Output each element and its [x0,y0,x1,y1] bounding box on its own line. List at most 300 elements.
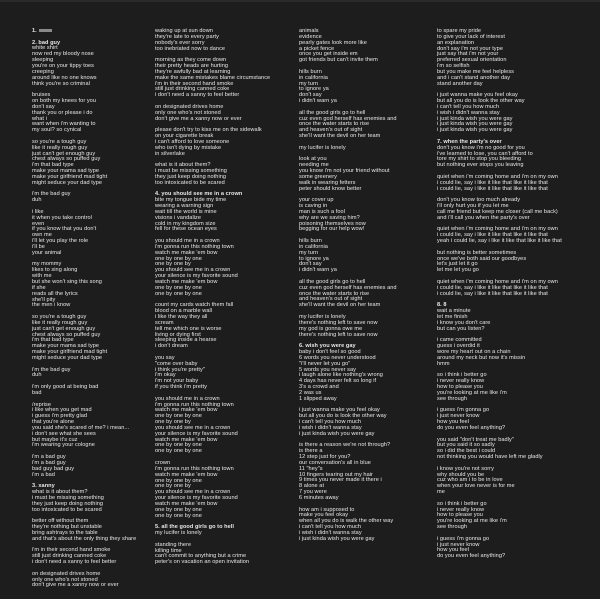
lyric-line: too inebriated now to dance [155,45,226,52]
lyric-line: who isn't dying by mistake [155,144,222,151]
stanza [32,93,136,134]
lyric-line: you say [155,354,175,361]
lyric-line: one by one by [155,419,191,426]
lyric-line: wore my heart out on a chain [437,348,511,355]
lyric-line: i think you're pretty" [155,366,205,373]
lyric-line: wait a minute [437,308,471,315]
stanza [32,572,136,590]
stanza [299,146,397,152]
lyric-line: bad guy bad guy [32,465,75,472]
lyric-line: on designated drives home [155,103,224,110]
lyric-line: i must be missing something [32,494,104,501]
lyric-line: if you know that you don't [32,226,97,233]
lyric-line: i'm the bad guy [32,191,71,198]
lyric-line: wait till the world is mine [155,208,217,215]
song-title-text: 6. wish you were gay [299,343,356,350]
lyric-line: your silence is my favorite sound [155,273,238,280]
lyric-line: don't say [299,261,322,268]
lyric-line: don't say i'm not your type [437,45,503,52]
lyric-line: see through [437,524,468,531]
lyric-line: one by one by one [155,290,202,297]
lyric-line: an explanation [437,39,475,46]
lyric-line: what is it about them? [32,489,88,496]
lyric-line: "come over baby [155,360,198,367]
lyric-line: one by one by one [155,512,202,519]
stanza [437,93,562,134]
lyric-line: i'll let you play the role [32,238,89,245]
lyric-line: i like the way they all [155,314,208,321]
lyric-line: all the good girls go to hell [299,278,366,285]
lyric-line: duh [32,197,42,204]
lyric-line: watch me make 'em bow [155,407,218,414]
lyric-line: i guess i'm gonna go [437,535,490,542]
lyric-line: and heaven's out of sight [299,127,363,134]
lyrics-column-4 [437,29,562,566]
stanza [437,537,562,560]
lyric-line: better off without them [32,518,89,525]
lyric-line: i could lie, say i like it like that like it like that [437,185,548,192]
lyric-line: let me let you go [437,267,479,274]
lyric-line: one by one by one [155,413,202,420]
lyric-line: killing time [155,547,182,554]
lyric-line: man is such a fool [299,208,345,215]
lyric-line: bring ashtrays to the table [32,529,98,536]
lyric-line: still just drinking canned coke [155,86,230,93]
lyric-line: quiet when i'm coming home and i'm on my own [437,278,558,285]
lyric-line: think you're so criminal [32,80,90,87]
lyric-line: you're looking at me like i'm [437,389,507,396]
stanza [437,438,562,461]
lyric-line: and that's about the only thing they share [32,535,137,542]
lyric-line: so you're a tough guy [32,138,87,145]
lyric-line: pearly gates look more like [299,39,367,46]
stanza [32,403,136,450]
stanza [437,251,562,274]
lyric-line: i just kinda wish you were gay [437,121,513,128]
lyric-line: to ignore ya [299,255,329,262]
lyric-line: i've learned to lose, you can't afford to [437,150,533,157]
song-title-text: 7. when the party's over [437,138,502,145]
lyric-line: i'm a bad guy [32,459,66,466]
lyric-line: i'll be [32,243,45,250]
lyric-line: don't you know too much already [437,197,521,204]
lyric-line: i must be missing something [155,168,227,175]
lyric-line: i just kinda wish you were gay [437,127,513,134]
lyric-line: and heaven's out of sight [299,296,363,303]
lyric-line: bite my tongue bide my time [155,197,227,204]
lyric-line: so you're a tough guy [32,314,87,321]
stanza [437,29,562,87]
lyric-line: i never really know [437,506,485,513]
lyric-line: cuz even god herself has enemies and [299,115,397,122]
lyric-line: your silence is my favorite sound [155,430,238,437]
stanza [299,29,397,64]
lyric-line: i'm gonna run this nothing town [155,401,234,408]
lyric-line: even [32,220,45,227]
lyric-line: chest always so puffed guy [32,156,101,163]
lyric-line: peter's on vacation an open invitation [155,559,250,566]
stanza [155,356,270,391]
lyric-line: around like no one knows [32,74,97,81]
stanza [155,461,270,519]
lyric-line: quiet when i'm coming home and i'm on my own [437,173,558,180]
lyric-line: and i'll call you when the party's over [437,214,530,221]
stanza [437,502,562,531]
lyric-line: make you feel okay [299,512,349,519]
song-block [32,484,136,513]
lyric-line: i just kinda wish you were gay [299,535,375,542]
song-title-text: 5. all the good girls go to hell [155,524,234,531]
lyric-line: so i did the best i could [437,448,496,455]
lyric-line: i'm not your baby [155,378,199,385]
lyric-line: baby i don't feel so good [299,348,361,355]
lyric-line: only one who's not stoned [32,576,98,583]
lyric-line: to spare my pride [437,28,482,34]
song-title-text: 1. [32,28,37,34]
lyric-line: 4 days has never felt so long if [299,378,377,385]
stanza [32,192,136,204]
stanza [32,262,136,309]
lyric-line: i could lie, say i like it like that like it like that [437,290,548,297]
lyric-line: sleeping [32,57,54,64]
song-block [299,344,397,402]
lyric-line: i know you don't care [437,319,491,326]
lyric-line: i didn't warn ya [299,267,337,274]
lyric-line: but you said it so sadly [437,442,495,449]
lyric-line: some greenery [299,173,337,180]
lyric-line: make your mama sad type [32,343,100,350]
lyrics-column-1 [32,29,136,595]
lyric-line: i can't afford to love someone [155,138,230,145]
lyric-line: i can't tell you how much [437,103,500,110]
lyric-line: to ignore ya [299,86,329,93]
lyric-line: reads all the lyrics [32,290,78,297]
stanza [437,408,562,431]
lyric-line: but you make me feel helpless [437,68,515,75]
stanza [437,280,562,298]
lyric-line: can't commit to anything but a crime [155,553,247,560]
lyric-line: to give your lack of interest [437,33,505,40]
lyric-line: me [437,489,445,496]
lyric-line: 5 words you never say [299,366,357,373]
lyric-line: they're late to every party [155,33,219,40]
lyric-line: you're on your tippy toes [32,63,95,70]
lyric-line: don't say [299,92,322,99]
stanza [299,408,397,437]
stanza [32,368,136,380]
lyric-line: but all you do is look the other way [299,413,387,420]
lyric-line: living or dying first [155,331,201,338]
lyric-line: crown [155,459,171,466]
lyric-line: own me [32,232,52,239]
lyric-line: how to please you [437,512,483,519]
lyric-line: i'm a bad guy [32,454,66,461]
stanza [32,315,136,362]
lyric-line: you should see me in a crown [155,489,231,496]
lyric-line: evidence [299,33,322,40]
lyric-line: i'm gonna run this nothing town [155,243,234,250]
lyric-line: 11 "hey"s [299,465,323,472]
lyric-line: don't give me a xanny now or ever [32,582,119,589]
lyric-line: how to please you [437,384,483,390]
lyric-line: too intoxicated to be scared [32,506,102,513]
lyric-line: likes to sing along [32,267,78,274]
lyric-line: 2 was us [299,389,322,396]
lyric-line: with me [32,273,52,280]
lyric-line: don't give me a xanny now or ever [155,115,242,122]
stanza [32,519,136,542]
lyric-line: scream [155,319,174,326]
lyric-line: what i [32,115,47,122]
lyric-line: i'm that bad type [32,337,74,344]
lyric-line: i guess i'm pretty glad [32,413,88,420]
lyric-line: the men i know [32,302,71,309]
lyric-line: make your mama sad type [32,168,100,175]
stanza [155,29,270,52]
lyric-line: my lucifer is lonely [299,313,346,320]
lyric-line: do you even feel anything? [437,553,506,560]
stanza [299,315,397,338]
lyric-line: bruises [32,92,51,99]
lyric-line: my lucifer is lonely [155,530,202,537]
lyric-line: i don't dream [155,343,188,350]
lyric-line: my turn [299,80,318,87]
lyric-line: one by one by one [155,255,202,262]
lyric-line: if you think i'm pretty [155,384,207,391]
lyric-line: once the water starts to rise [299,121,370,128]
lyric-line: but all you do is look the other way [437,98,525,105]
lyric-line: guess i overdid it [437,343,480,350]
lyric-line: morning as they come down [155,57,227,64]
lyric-line: count my cards watch them fall [155,302,234,309]
lyric-line: i'm only good at being bad [32,384,99,391]
lyric-line: begging for our help wow! [299,226,365,233]
lyric-line: your silence is my favorite sound [155,495,238,502]
lyric-line: might seduce your dad type [32,179,103,186]
song-block [155,525,270,537]
lyric-line: i don't need a xanny to feel better [155,92,240,99]
lyric-line: is there a reason we're not through? [299,442,391,449]
lyric-line: chest always so puffed guy [32,331,101,338]
lyric-line: blood on a marble wall [155,308,213,315]
stanza [299,198,397,233]
lyric-line: hmm [437,360,450,367]
lyric-line: i just kinda wish you were gay [299,430,375,437]
lyric-line: i'm in their second hand smoke [32,547,111,554]
lyric-line: but can you listen? [437,325,485,332]
lyric-line: i never really know [437,378,485,385]
stanza [155,239,270,297]
lyric-line: and i can't stand another day [437,74,511,81]
lyric-line: i'm that bad type [32,162,74,169]
lyric-line: make your girlfriend mad tight [32,173,108,180]
lyric-line: only one who's not stoned [155,109,221,116]
lyric-line: cold in my kingdom size [155,220,216,227]
stanza [299,70,397,105]
lyric-line: when your love never is for me [437,483,515,490]
lyric-line: your cover up [299,197,334,204]
song-title-text: 3. xanny [32,483,55,490]
lyric-line: our conversation's all in blue [299,459,371,466]
lyric-line: 12 step just for you? [299,454,351,461]
lyric-line: if she [32,284,46,291]
song-title-text: 2. bad guy [32,39,61,46]
stanza [155,543,270,566]
lyric-line: i'm the bad guy [32,366,71,373]
lyric-line: let's just let it go [437,261,478,268]
lyric-line: you said she's scared of me? i mean... [32,424,130,431]
lyric-line: don't you know i'm no good for you [437,144,525,151]
lyric-line: my mommy [32,261,62,268]
lyric-line: i just wanna make you feel okay [299,407,380,414]
lyric-line: white shirt [32,45,58,52]
lyric-line: what is it about them? [155,162,211,169]
lyric-line: i wish i didn't wanna stay [437,109,500,116]
lyric-line: i could lie, say i like it like that like it like that [437,179,548,186]
lyric-line: 10 fingers tearing out my hair [299,471,373,478]
lyric-line: i'm a bad [32,471,55,478]
lyric-line: call me friend but keep me closer (call me back) [437,208,558,215]
lyric-line: thank you or please i do [32,109,93,116]
lyric-line: poisoning themselves now [299,220,366,227]
lyric-line: make the same mistakes blame circumstance [155,74,271,81]
lyric-line: watch me make 'em bow [155,500,218,507]
lyric-line: you should see me in a crown [155,424,231,431]
lyric-line: she'll pity [32,296,56,303]
lyric-line: in silverlake [155,150,185,157]
lyric-line: watch me make 'em bow [155,436,218,443]
lyric-line: i just never know [437,541,480,548]
stanza [155,128,270,157]
lyric-line: want when i'm wanting to [32,121,96,128]
stanza [437,467,562,496]
lyric-line: you should see me in a crown [155,267,231,274]
lyric-line: i just wanna make you feel okay [437,92,518,99]
stanza [155,105,270,123]
lyric-line: their pretty heads are hurting [155,63,229,70]
lyric-line: one by one by one [155,442,202,449]
lyric-line: animals [299,28,319,34]
lyric-line: 8 alone at [299,483,325,490]
lyric-line: hills burn [299,238,322,245]
stanza [437,227,562,245]
redacted-title-bar [39,29,52,32]
lyric-line: might seduce your dad type [32,354,103,361]
lyric-line: one by one by [155,261,191,268]
lyric-line: she'll want the devil on her team [299,133,381,140]
lyric-line: 6 words you never understood [299,354,376,361]
lyric-line: on both my knees for you [32,98,97,105]
stanza [437,338,562,367]
lyric-line: once the water starts to rise [299,290,370,297]
lyric-line: but maybe it's cuz [32,436,78,443]
lyric-line: it when you take control [32,214,92,221]
lyric-line: i like when you get mad [32,407,92,414]
lyric-line: tell me which one is worse [155,325,222,332]
lyrics-column-3 [299,29,397,548]
lyric-line: like it really rough guy [32,144,88,151]
lyric-line: cuz who am i to be in love [437,477,503,484]
lyric-line: there's nothing left to save now [299,319,378,326]
lyric-line: look at you [299,156,327,163]
lyric-line: see through [437,395,468,402]
lyric-line: i like [32,208,44,215]
lyric-line: she'll want the devil on her team [299,302,381,309]
lyric-line: hills burn [299,68,322,75]
lyric-line: i'm in their second hand smoke [155,80,234,87]
lyric-line: nobody's ever sorry [155,39,205,46]
lyric-line: they're awfully bad at learning [155,68,231,75]
lyric-line: one by one by one [155,506,202,513]
lyric-line: how you feel [437,419,470,426]
lyric-line: 9 times you never made it there i [299,477,382,484]
lyric-line: got friends but can't invite them [299,57,378,64]
stanza [32,140,136,187]
stanza [155,163,270,186]
lyric-line: i just kinda wish you were gay [437,115,513,122]
stanza [155,58,270,99]
lyric-line: when all you do is walk the other way [299,518,394,525]
lyric-line: is caving in [299,203,328,210]
song-block [155,192,270,233]
lyric-line: all the good girls go to hell [299,109,366,116]
lyric-line: i could lie, say i like it like that like it like that [437,232,548,239]
lyric-line: so i think i better go [437,500,487,507]
lyric-line: standing there [155,541,192,548]
lyric-line: you should me in a crown [155,238,220,245]
lyric-line: once you get inside em [299,51,358,58]
lyric-line: but she won't sing this song [32,279,102,285]
lyric-line: please don't try to kiss me on the sidewalk [155,127,262,134]
lyric-line: i don't see what she sees [32,430,96,437]
lyric-line: do you even feel anything? [437,424,506,431]
lyric-line: /reprise [32,401,52,408]
lyric-line: wearing a warning sign [155,203,214,210]
lyric-line: duh [32,372,42,379]
lyric-line: sleeping inside a hearse [155,337,217,344]
lyric-line: i can't tell you how much [299,419,362,426]
stanza [437,175,562,193]
lyric-line: 3's a crowd and [299,384,339,391]
lyric-line: tore my shirt to stop you bleeding [437,156,522,163]
lyric-line: i guess i'm gonna go [437,407,490,414]
lyric-line: one by one by one [155,448,202,455]
lyric-line: you're looking at me like i'm [437,518,507,525]
lyric-line: my turn [299,249,318,256]
lyric-line: quiet when i'm coming home and i'm on my own [437,226,558,233]
stanza [299,111,397,140]
stanza [299,239,397,274]
lyric-line: i don't need a xanny to feel better [32,559,117,566]
song-title-text: 4. you should see me in a crown [155,191,243,198]
lyric-line: i know you're not sorry [437,465,494,472]
lyric-line: you said "don't treat me badly" [437,436,514,443]
lyric-line: you know i'm not your friend without [299,168,390,175]
lyric-line: peter should know better [299,185,362,192]
lyric-line: stand another day [437,80,483,87]
lyric-line: you should me in a crown [155,395,220,402]
lyric-line: they just keep doing nothing [155,173,227,180]
lyric-line: visions i vandalize [155,214,202,221]
lyric-line: let me finish [437,313,468,320]
lyric-line: creeping [32,68,54,75]
lyric-line: they just keep doing nothing [32,500,104,507]
song-title-text: 8. 8 [437,302,447,309]
lyric-line: there's nothing left to save now [299,331,378,338]
lyric-line: a picket fence [299,45,335,52]
lyric-line: how you feel [437,547,470,554]
song-block [437,140,562,169]
